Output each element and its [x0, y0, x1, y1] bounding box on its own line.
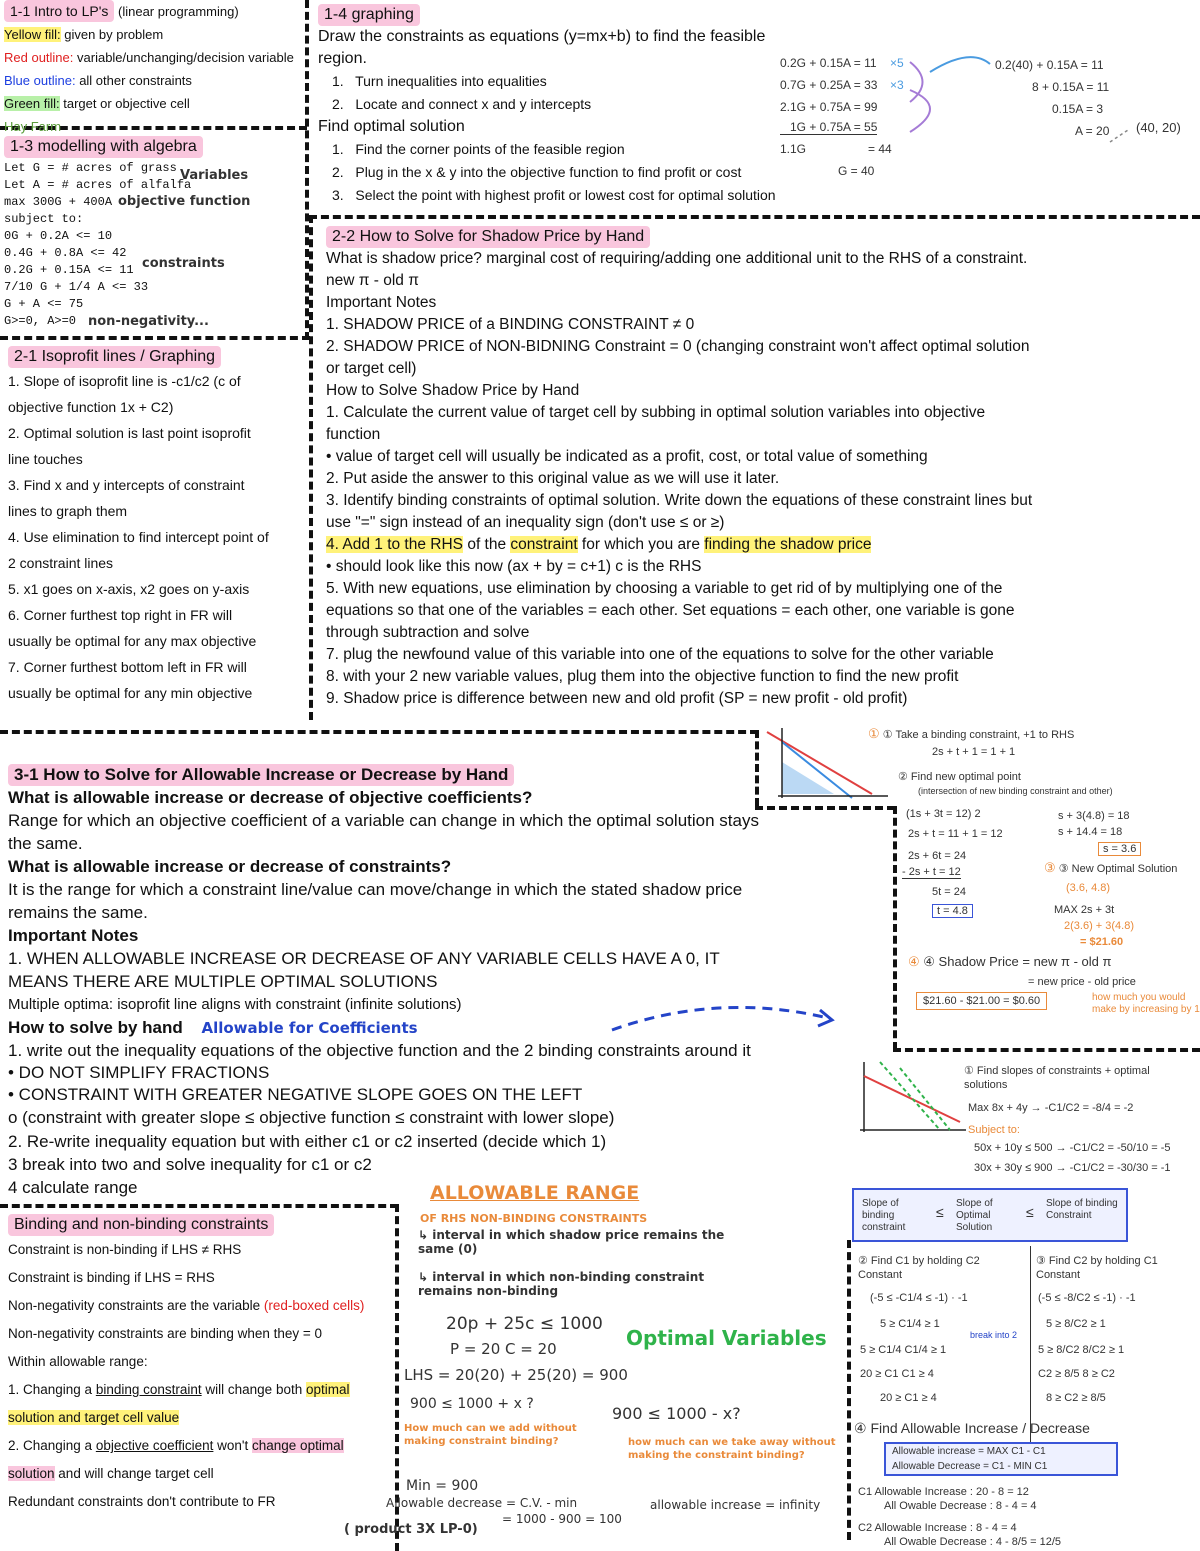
optimal-step-2: Plug in the x & y into the objective function to find profit or cost	[355, 164, 742, 180]
divider-h-2	[0, 336, 310, 340]
sp-step-2: 2. Put aside the answer to this original value as we will use it later.	[326, 470, 780, 487]
divider-h-3	[309, 215, 1200, 219]
section-3-1	[8, 764, 893, 1199]
coef-slope-box: Slope of binding constraint ≤ Slope of Optimal Solution ≤ Slope of binding Constraint	[852, 1188, 1128, 1242]
sp-how-head: How to Solve Shadow Price by Hand	[326, 382, 580, 399]
sp-note-1: 1. SHADOW PRICE of a BINDING CONSTRAINT ≠ 0	[326, 316, 695, 333]
coef-step-3: ③ Find C2 by holding C1 Constant	[1036, 1255, 1158, 1281]
coef-w1-4: 20 ≥ C1 C1 ≥ 4	[860, 1368, 934, 1380]
bnb-l6a: 1. Changing a	[8, 1382, 96, 1397]
section-1-4: 1-4 graphing Draw the constraints as equations (y=mx+b) to find the feasible region. 1. Turn inequalities into equalities 2. Locate and connect x and y intercepts Find optimal solution 1. Find the corner points of the feasible region 2. Plug in the x & y into the objective function to find profit or cost 3. Select the point with highest profit or lowest cost for optimal solution	[318, 6, 776, 203]
coef-max: Max 8x + 4y → -C1/C2 = -8/4 = -2	[968, 1102, 1134, 1114]
allow-note-1a: 1. WHEN ALLOWABLE INCREASE OR DECREASE OF ANY VARIABLE CELLS HAVE A 0, IT	[8, 949, 720, 968]
sub-eq-4: A = 20	[1075, 124, 1110, 138]
optimal-step-1: Find the corner points of the feasible region	[355, 141, 625, 157]
legend-yellow-text: given by problem	[64, 27, 164, 42]
model-line-7: 0.2G + 0.15A <= 11	[4, 263, 134, 277]
legend-red-text: variable/unchanging/decision variable	[77, 50, 294, 65]
coef-c1: 50x + 10y ≤ 500 → -C1/C2 = -50/10 = -5	[974, 1142, 1171, 1154]
coef-range-box	[884, 1442, 1118, 1476]
sp-ex-step-1b: 2s + t + 1 = 1 + 1	[932, 746, 1016, 758]
allow-a2a: It is the range for which a constraint line/value can move/change in which the stated shadow price	[8, 880, 743, 899]
section-binding-title: Binding and non-binding constraints	[8, 1214, 274, 1236]
sp-ex-step-4: ④ ④ Shadow Price = new π - old π	[908, 954, 1112, 969]
range-example	[344, 1176, 848, 1551]
sp-ex-max-2: 2(3.6) + 3(4.8)	[1064, 920, 1135, 932]
sp-step-5b: equations so that one of the variables = each other. Set equations = each other, one variable is gone	[326, 602, 1015, 619]
sp-ex-max-3: = $21.60	[1080, 936, 1124, 948]
coef-w2-2: 5 ≥ 8/C2 ≥ 1	[1046, 1318, 1106, 1330]
section-2-1	[8, 346, 304, 706]
sp-what: What is shadow price? marginal cost of requiring/adding one additional unit to the RHS of a constraint.	[326, 250, 1028, 267]
coef-result-1b: All Owable Decrease : 8 - 4 = 4	[884, 1500, 1037, 1512]
sp-ex-eq-4: - 2s + t = 12	[902, 866, 961, 878]
sp-ex-point: (3.6, 4.8)	[1066, 882, 1111, 894]
model-line-3: max 300G + 400A	[4, 195, 113, 209]
sp-step-4-part3: constraint	[510, 536, 578, 553]
bnb-l7f: and will change target cell	[54, 1466, 214, 1481]
legend-yellow-label: Yellow fill:	[4, 27, 61, 42]
range-l2: ↳ interval in which non-binding constraint remains non-binding	[418, 1270, 705, 1298]
bnb-l1: Constraint is non-binding if LHS ≠ RHS	[8, 1242, 242, 1257]
iso-line-2: objective function 1x + C2)	[8, 399, 174, 415]
allow-q2: What is allowable increase or decrease of constraints?	[8, 857, 452, 876]
model-line-1: Let G = # acres of grass	[4, 161, 177, 175]
model-line-8: 7/10 G + 1/4 A <= 33	[4, 280, 149, 294]
divider-h-6	[893, 1048, 1200, 1052]
sp-ex-eq-9: s = 3.6	[1098, 842, 1141, 856]
range-inc: allowable increase = infinity	[650, 1498, 821, 1512]
coef-step-1: ① Find slopes of constraints + optimal solutions	[964, 1065, 1150, 1091]
coef-w1-2: 5 ≥ C1/4 ≥ 1	[880, 1318, 940, 1330]
sub-point: (40, 20)	[1136, 120, 1181, 135]
coef-break-note: break into 2	[970, 1330, 1018, 1340]
coef-step-4: ④ Find Allowable Increase / Decrease	[854, 1420, 1090, 1436]
model-line-10: G>=0, A>=0	[4, 314, 77, 328]
legend-green-label: Green fill:	[4, 96, 60, 111]
allow-a1b: the same.	[8, 834, 83, 853]
iso-line-9: 5. x1 goes on x-axis, x2 goes on y-axis	[8, 581, 250, 597]
range-lhs: LHS = 20(20) + 25(20) = 900	[404, 1366, 628, 1384]
bnb-l6c: will change both	[201, 1382, 306, 1397]
coef-w2-3: 5 ≥ 8/C2 8/C2 ≥ 1	[1038, 1344, 1125, 1356]
iso-line-10: 6. Corner furthest top right in FR will	[8, 607, 233, 623]
iso-line-4: line touches	[8, 451, 83, 467]
range-title: ALLOWABLE RANGE	[430, 1182, 640, 1204]
coef-subj: Subject to:	[968, 1124, 1020, 1136]
model-line-6: 0.4G + 0.8A <= 42	[4, 246, 127, 260]
allow-note-1c: Multiple optima: isoprofit line aligns with constraint (infinite solutions)	[8, 996, 462, 1013]
range-dec: Allowable decrease = C.V. - min	[386, 1496, 578, 1510]
elim-eq-2: 0.7G + 0.25A = 33	[780, 78, 878, 92]
range-r1: 900 ≤ 1000 + x ?	[410, 1396, 534, 1412]
sp-note-2a: 2. SHADOW PRICE of NON-BIDNING Constraint = 0 (changing constraint won't affect optimal solution	[326, 338, 1030, 355]
legend-red-label: Red outline:	[4, 50, 74, 65]
sp-ex-eq-1: (1s + 3t = 12) 2	[906, 808, 981, 820]
section-1-1-title: 1-1 Intro to LP's	[4, 0, 114, 22]
graphing-step-1: Turn inequalities into equalities	[355, 73, 547, 89]
bnb-l3a: Non-negativity constraints are the variable	[8, 1298, 264, 1313]
bnb-l4: Non-negativity constraints are binding when they = 0	[8, 1326, 323, 1341]
section-1-3-title: 1-3 modelling with algebra	[4, 136, 203, 158]
allow-how-1c: • CONSTRAINT WITH GREATER NEGATIVE SLOPE GOES ON THE LEFT	[8, 1085, 583, 1104]
coef-box-3: Slope of binding Constraint	[1046, 1198, 1118, 1221]
nonneg-annotation: non-negativity...	[88, 314, 209, 329]
divider-h-4	[0, 730, 758, 734]
divider-v-mid	[309, 215, 313, 720]
range-dec-2: = 1000 - 900 = 100	[502, 1512, 622, 1526]
sp-step-5a: 5. With new equations, use elimination by choosing a variable to get rid of by multiplying one of the	[326, 580, 1003, 597]
elim-eq-4: 1G + 0.75A = 55	[780, 120, 877, 135]
hay-farm-label: Hay Farm	[4, 119, 62, 134]
legend-blue-label: Blue outline:	[4, 73, 76, 88]
range-r2: 900 ≤ 1000 - x?	[612, 1404, 741, 1423]
sp-ex-calc: $21.60 - $21.00 = $0.60	[916, 992, 1047, 1010]
coef-box-4b: Allowable Decrease = C1 - MIN C1	[892, 1461, 1048, 1472]
shadow-price-example	[868, 726, 1200, 1046]
sp-step-5c: through subtraction and solve	[326, 624, 530, 641]
section-1-1	[4, 0, 304, 138]
bnb-l5: Within allowable range:	[8, 1354, 148, 1369]
sp-ex-step-2: ② Find new optimal point	[898, 771, 1021, 783]
coef-w2-4: C2 ≥ 8/5 8 ≥ C2	[1038, 1368, 1115, 1380]
iso-line-3: 2. Optimal solution is last point isoprofit	[8, 425, 251, 441]
coef-c2: 30x + 30y ≤ 900 → -C1/C2 = -30/30 = -1	[974, 1162, 1171, 1174]
range-subtitle: OF RHS NON-BINDING CONSTRAINTS	[420, 1212, 648, 1225]
range-min: Min = 900	[406, 1478, 479, 1494]
bnb-l8: Redundant constraints don't contribute to FR	[8, 1494, 276, 1509]
coef-result-2a: C2 Allowable Increase : 8 - 4 = 4	[858, 1522, 1017, 1534]
coef-w1-5: 20 ≥ C1 ≥ 4	[880, 1392, 937, 1404]
sp-step-4-part5: finding the shadow price	[704, 536, 872, 553]
constraints-annotation: constraints	[142, 256, 225, 271]
coef-arrow	[608, 1000, 848, 1040]
elimination-work	[760, 52, 1200, 182]
bnb-l7e: solution	[8, 1466, 55, 1481]
sp-ex-step-2b: (intersection of new binding constraint and other)	[918, 786, 1113, 796]
iso-line-11: usually be optimal for any max objective	[8, 633, 257, 649]
elim-eq-1: 0.2G + 0.15A = 11	[780, 56, 877, 70]
allow-q1: What is allowable increase or decrease of objective coefficients?	[8, 788, 533, 807]
sp-step-4-part4: for which you are	[577, 536, 705, 553]
variables-annotation: Variables	[180, 168, 249, 183]
sp-ex-eq-5: 5t = 24	[932, 886, 966, 898]
sp-step-3b: use "=" sign instead of an inequality sign (don't use ≤ or ≥)	[326, 514, 725, 531]
coef-box-4a: Allowable increase = MAX C1 - C1	[892, 1446, 1046, 1457]
elim-eq-3: 2.1G + 0.75A = 99	[780, 100, 878, 114]
bnb-l7b: objective coefficient	[95, 1438, 214, 1453]
sp-step-7: 7. plug the newfound value of this variable into one of the equations to solve for the other variable	[326, 646, 994, 663]
model-line-4: subject to:	[4, 212, 84, 226]
section-1-3	[4, 136, 304, 330]
section-3-1-title: 3-1 How to Solve for Allowable Increase or Decrease by Hand	[8, 764, 514, 786]
coef-w2-5: 8 ≥ C2 ≥ 8/5	[1046, 1392, 1106, 1404]
range-n1: How much can we add without making constraint binding?	[404, 1423, 577, 1447]
coef-box-2: Slope of Optimal Solution	[956, 1198, 993, 1233]
sp-ex-step-3: ③ ③ New Optimal Solution	[1044, 860, 1178, 875]
sp-ex-eq-7: s + 3(4.8) = 18	[1058, 810, 1130, 822]
model-line-9: G + A <= 75	[4, 297, 84, 311]
bnb-l6b: binding constraint	[95, 1382, 202, 1397]
range-eq-1: 20p + 25c ≤ 1000	[446, 1314, 603, 1334]
allow-a1a: Range for which an objective coefficient of a variable can change in which the optimal solution stays	[8, 811, 759, 830]
sp-step-3a: 3. Identify binding constraints of optimal solution. Write down the equations of these constraint lines but	[326, 492, 1033, 509]
allow-how-1b: • DO NOT SIMPLIFY FRACTIONS	[8, 1063, 270, 1082]
bnb-l7c: won't	[213, 1438, 253, 1453]
sp-step-1a: 1. Calculate the current value of target cell by subbing in optimal solution variables into objective	[326, 404, 986, 421]
sp-ex-eq-2: 2s + t = 11 + 1 = 12	[908, 828, 1003, 840]
sub-eq-3: 0.15A = 3	[1052, 102, 1104, 116]
iso-line-1: 1. Slope of isoprofit line is -c1/c2 (c of	[8, 373, 241, 389]
coef-example	[850, 1060, 1200, 1551]
iso-line-8: 2 constraint lines	[8, 555, 114, 571]
model-line-2: Let A = # acres of alfalfa	[4, 178, 192, 192]
sp-step-1c: • value of target cell will usually be indicated as a profit, cost, or total value of something	[326, 448, 928, 465]
elim-eq-6: = 44	[868, 142, 892, 156]
allow-how-4: 4 calculate range	[8, 1178, 138, 1197]
legend-blue-text: all other constraints	[79, 73, 192, 88]
iso-line-12: 7. Corner furthest bottom left in FR will	[8, 659, 247, 675]
section-2-2	[326, 226, 1198, 710]
allow-notes-head: Important Notes	[8, 926, 139, 945]
divider-h-7	[0, 1204, 398, 1208]
coef-w1-1: (-5 ≤ -C1/4 ≤ -1) · -1	[870, 1292, 968, 1304]
allow-coef-annotation: Allowable for Coefficients	[201, 1019, 418, 1037]
bnb-l6e: solution and target cell value	[8, 1410, 180, 1425]
range-n2: how much can we take away without making the constraint binding?	[628, 1437, 836, 1461]
section-2-2-title: 2-2 How to Solve for Shadow Price by Hand	[326, 226, 650, 248]
sp-formula: new π - old π	[326, 272, 419, 289]
graphing-intro-1: Draw the constraints as equations (y=mx+b) to find the feasible	[318, 28, 766, 45]
graphing-step-2: Locate and connect x and y intercepts	[355, 96, 592, 112]
elim-eq-5: 1.1G	[780, 142, 807, 156]
coef-result-2b: All Owable Decrease : 4 - 8/5 = 12/5	[884, 1536, 1062, 1548]
elim-arrows	[760, 52, 1200, 182]
sp-step-4-part2: of the	[463, 536, 511, 553]
sp-notes-head: Important Notes	[326, 294, 437, 311]
iso-line-13: usually be optimal for any min objective	[8, 685, 253, 701]
allow-how-2: 2. Re-write inequality equation but with either c1 or c2 inserted (decide which 1)	[8, 1132, 607, 1151]
sp-step-4-part1: 4. Add 1 to the RHS	[326, 536, 464, 553]
range-optimal: Optimal Variables	[626, 1326, 827, 1350]
elim-mult-5: ×5	[890, 56, 904, 70]
allow-how: How to solve by hand	[8, 1018, 183, 1037]
coef-result-1a: C1 Allowable Increase : 20 - 8 = 12	[858, 1486, 1029, 1498]
bnb-l2: Constraint is binding if LHS = RHS	[8, 1270, 215, 1285]
iso-line-5: 3. Find x and y intercepts of constraint	[8, 477, 245, 493]
bnb-l6d: optimal	[305, 1382, 350, 1397]
sp-ex-eq-6: t = 4.8	[932, 904, 973, 918]
sp-ex-note: how much you would make by increasing by 1	[1092, 992, 1200, 1015]
section-1-4-title: 1-4 graphing	[318, 4, 420, 26]
sp-step-4b: • should look like this now (ax + by = c+1) c is the RHS	[326, 558, 702, 575]
bnb-l7d: change optimal	[252, 1438, 344, 1453]
optimal-step-3: Select the point with highest profit or lowest cost for optimal solution	[355, 187, 776, 203]
iso-line-7: 4. Use elimination to find intercept point of	[8, 529, 269, 545]
section-binding	[8, 1214, 394, 1516]
allow-how-3: 3 break into two and solve inequality for c1 or c2	[8, 1155, 372, 1174]
section-2-1-title: 2-1 Isoprofit lines / Graphing	[8, 346, 221, 368]
optimal-heading: Find optimal solution	[318, 118, 465, 135]
bnb-l3b: (red-boxed cells)	[263, 1298, 365, 1313]
sp-note-2b: or target cell)	[326, 360, 417, 377]
range-l1: ↳ interval in which shadow price remains the same (0)	[418, 1228, 725, 1256]
sp-ex-step-4b: = new price - old price	[1028, 976, 1136, 988]
sub-eq-2: 8 + 0.15A = 11	[1032, 80, 1110, 94]
coef-step-2: ② Find C1 by holding C2 Constant	[858, 1255, 980, 1281]
allow-note-1b: MEANS THERE ARE MULTIPLE OPTIMAL SOLUTIONS	[8, 972, 438, 991]
allow-how-1d: o (constraint with greater slope ≤ objective function ≤ constraint with lower slope)	[8, 1108, 615, 1127]
range-eq-2: P = 20 C = 20	[450, 1340, 557, 1358]
sp-step-9: 9. Shadow price is difference between new and old profit (SP = new profit - old profit)	[326, 690, 908, 707]
elim-mult-3: ×3	[890, 78, 904, 92]
sub-eq-1: 0.2(40) + 0.15A = 11	[995, 58, 1104, 72]
range-prod: ( product 3X LP-0)	[344, 1522, 478, 1537]
graphing-intro-2: region.	[318, 50, 367, 67]
sp-step-1b: function	[326, 426, 381, 443]
coef-w2-1: (-5 ≤ -8/C2 ≤ -1) · -1	[1038, 1292, 1136, 1304]
legend-green-text: target or objective cell	[63, 96, 190, 111]
coef-w1-3: 5 ≥ C1/4 C1/4 ≥ 1	[860, 1344, 947, 1356]
model-line-5: 0G + 0.2A <= 10	[4, 229, 113, 243]
allow-how-1: 1. write out the inequality equations of the objective function and the 2 binding constraints around it	[8, 1041, 751, 1060]
sp-step-8: 8. with your 2 new variable values, plug them into the objective function to find the new profit	[326, 668, 959, 685]
bnb-l7a: 2. Changing a	[8, 1438, 96, 1453]
sp-ex-max-1: MAX 2s + 3t	[1054, 904, 1115, 916]
sp-ex-step-1: ① ① Take a binding constraint, +1 to RHS	[868, 726, 1075, 741]
allow-a2b: remains the same.	[8, 903, 148, 922]
iso-line-6: lines to graph them	[8, 503, 128, 519]
objective-annotation: objective function	[118, 194, 251, 209]
sp-ex-eq-3: 2s + 6t = 24	[908, 850, 967, 862]
sp-ex-eq-8: s + 14.4 = 18	[1058, 826, 1123, 838]
section-1-1-subtitle: (linear programming)	[118, 4, 239, 19]
elim-eq-7: G = 40	[838, 164, 875, 178]
coef-box-1: Slope of binding constraint	[862, 1198, 906, 1233]
